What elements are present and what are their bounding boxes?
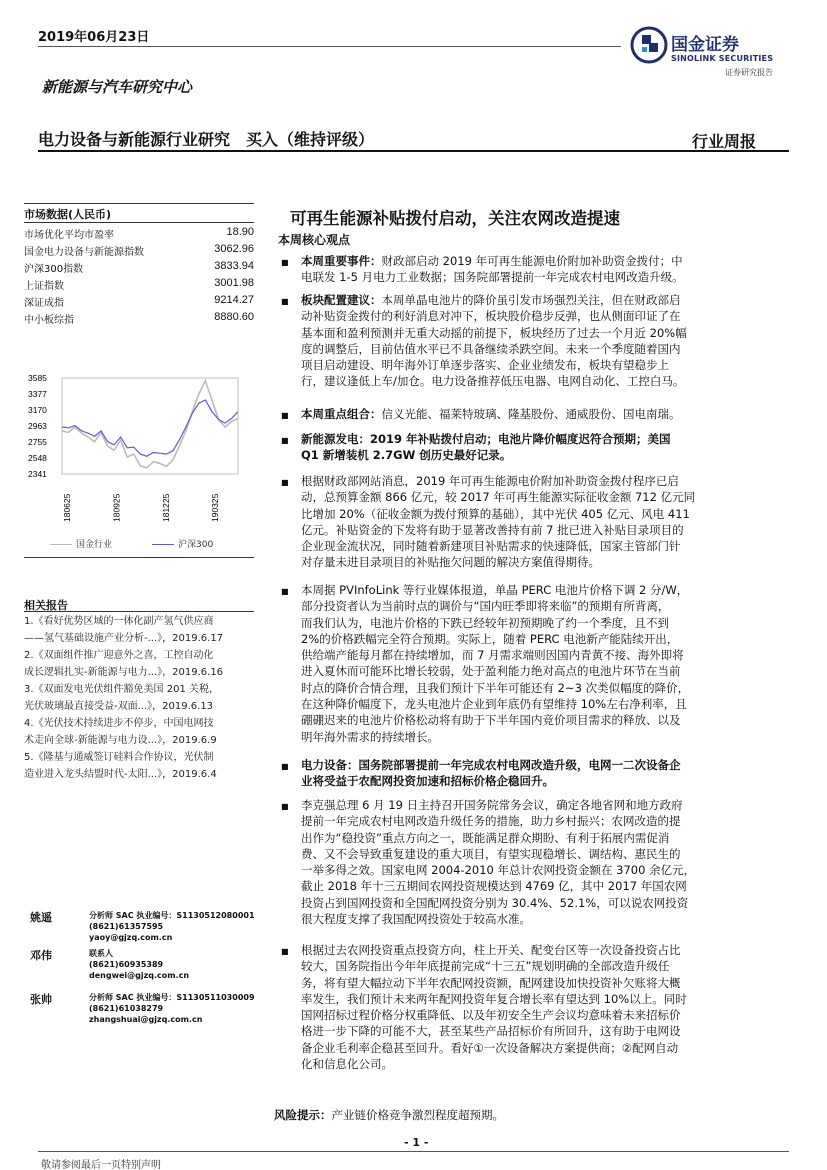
x-tick-label: 180925 <box>111 493 122 522</box>
legend-item-industry: 国金行业 <box>50 537 112 550</box>
related-report-item[interactable]: 1.《看好优势区域的一体化副产氢气供应商 ——氢气基础设施产业分析-...》，2019.6.17 <box>24 616 224 644</box>
y-tick-label: 3170 <box>28 405 47 416</box>
bullet-icon: ■ <box>281 258 289 267</box>
related-report-item[interactable]: 5.《隆基与通威签订硅料合作协议，光伏制 造业进入龙头结盟时代-太阳...》，2019.6.4 <box>24 752 217 780</box>
market-row: 上证指数 3001.98 <box>24 277 254 292</box>
page-number: - 1 - <box>404 1136 429 1149</box>
logo-en: SINOLINK SECURITIES <box>671 54 774 63</box>
y-tick-label: 3377 <box>28 389 47 400</box>
market-row: 中小板综指 8880.60 <box>24 311 254 326</box>
related-report-item[interactable]: 2.《双面组件推广迎意外之喜，工控自动化 成长逻辑扎实-新能源与电力...》，2019.6.16 <box>24 650 224 678</box>
market-row: 市场优化平均市盈率 18.90 <box>24 226 254 241</box>
y-tick-label: 3585 <box>28 373 47 383</box>
bullet-icon: ■ <box>281 411 289 420</box>
paragraph-allocation: 板块配置建议：本周单晶电池片的降价虽引发市场强烈关注，但在财政部启 动补贴资金拨付的利好消息对冲下，板块股价稳步反弹，也从侧面印证了在 基本面和盈利预测并无重大动摇的前提下，板块经历了过去一个月近 20%幅 度的调整后，目前估值水平已不具备继续杀跌空间。未来一个季度随着国内 项目启动建设、明年海外订单逐步落实、企业业绩发布，板块有望稳步上 行，建议逢低上车/加仓。电力设备推荐低压电器、电网自动化、工控白马。 <box>301 293 687 389</box>
x-tick-label: 190325 <box>210 493 221 522</box>
logo-name: 国金证券 <box>671 35 739 55</box>
header-main-rule <box>38 150 789 152</box>
paragraph-portfolio: 本周重点组合：信义光能、福莱特玻璃、隆基股份、通威股份、国电南瑞。 <box>301 407 681 421</box>
analyst-name: 邓伟 <box>30 949 52 962</box>
logo-subtitle: 证券研究报告 <box>725 68 773 77</box>
series-line-hs300 <box>62 400 238 456</box>
y-tick-label: 2341 <box>28 469 47 479</box>
risk-warning: 风险提示：产业链价格竞争激烈程度超预期。 <box>274 1108 504 1122</box>
analyst-info: 联系人 (8621)60935389 dengwei@gjzq.com.cn <box>89 949 190 980</box>
research-center: 新能源与汽车研究中心 <box>42 78 193 96</box>
market-data-heading: 市场数据(人民币) <box>24 208 112 221</box>
chart-legend <box>50 537 213 550</box>
x-tick-label: 180625 <box>62 493 72 522</box>
report-type: 行业周报 <box>692 132 757 151</box>
market-row: 沪深300指数 3833.94 <box>24 260 254 275</box>
y-tick-label: 2755 <box>28 437 47 448</box>
related-report-item[interactable]: 3.《双面发电光伏组件豁免美国 201 关税， 光伏玻璃最直接受益-双面...》，2019.6.13 <box>24 684 219 712</box>
footer-rule <box>38 1151 789 1152</box>
paragraph-power-heading: 电力设备：国务院部署提前一年完成农村电网改造升级，电网一二次设备企 业将受益于农配网投资加速和招标价格企稳回升。 <box>301 758 681 789</box>
analyst-info: 分析师 SAC 执业编号：S1130511030009 (8621)61038279 zhangshuai@gjzq.com.cn <box>89 993 255 1024</box>
sinolink-logo-icon <box>630 26 668 64</box>
paragraph-rural-grid: 李克强总理 6 月 19 日主持召开国务院常务会议，确定各地省网和地方政府 提前一年完成农村电网改造升级任务的措施，助力乡村振兴；农网改造的提 出作为“稳投资”重点方向之一，既能满足群众期盼、有利于拓展内需促消 费、又不会导致重复建设的重大项目，有望实现稳增长、调结构、惠民生的 一举多得之效。国家电网 2004-2010 年总计农网投资金额在 3700 余亿元， 截止 2018 年十三五期间农网投资规模达到 4769 亿，其中 2017 年国农网 投资占到国网投资和全国配网投资分别为 30.4%、52.1%，可以说农网投资 很大程度支撑了我国配网投资处于较高水准。 <box>301 798 696 927</box>
related-rule <box>24 611 254 612</box>
paragraph-cell-price: 本周据 PVInfoLink 等行业媒体报道，单晶 PERC 电池片价格下调 2 分/W， 部分投资者认为当前时点的调价与“国内旺季即将来临”的预期有所背离， 而我们认为，电池片价格的下跌已经较年初预期晚了约一个季度，且不到 2%的价格跌幅完全符合预期。实际上，随着 PERC 电池新产能陆续开出， 供给端产能每月都在持续增加，而 7 月需求端则因国内青黄不接、海外即将 进入夏休而可能环比增长较弱，处于盈利能力绝对高点的电池片环节在当前 时点的降价合情合理，且我们预计下半年可能还有 2~3 次类似幅度的降价， 在这种降价幅度下，龙头电池片企业到年底仍有望维持 10%左右净利率，且 硼硼迟来的电池片价格松动将有助于下半年国内竞价项目需求的释放、以及 明年海外需求的持续增长。 <box>301 583 690 744</box>
market-top-rule <box>24 203 254 204</box>
index-chart <box>28 368 254 528</box>
paragraph-investment-outlook: 根据过去农网投资重点投资方向，柱上开关、配变台区等一次设备投资占比 较大，国务院指出今年年底提前完成“十三五”规划明确的全部改造升级任 务，将有望大幅拉动下半年农配网投资额，配网建设加快投资补欠账将大概 率发生，我们预计未来两年配网投资年复合增长率有望达到 10%以上。同时 国网招标过程价格分权重降低、以及年初安全生产会议均意味着未来招标价 格进一步下降的可能不大，甚至某些产品招标价有所回升，这有助于电网设 备企业毛利率企稳甚至回升。看好①一次设备解决方案提供商；②配网自动 化和信息化公司。 <box>301 943 687 1072</box>
y-tick-label: 2963 <box>28 421 47 431</box>
bullet-icon: ■ <box>281 436 289 445</box>
bullet-icon: ■ <box>281 762 289 771</box>
bullet-icon: ■ <box>281 297 289 306</box>
analyst-name: 张帅 <box>30 993 52 1006</box>
analyst-name: 姚遥 <box>30 911 52 924</box>
bullet-icon: ■ <box>281 947 289 956</box>
footer-disclaimer: 敬请参阅最后一页特别声明 <box>41 1160 161 1170</box>
x-tick-label: 181225 <box>160 493 171 522</box>
core-views-heading: 本周核心观点 <box>278 233 351 247</box>
paragraph-events: 本周重要事件：财政部启动 2019 年可再生能源电价附加补助资金拨付；中 电联发 1-5 月电力工业数据；国务院部署提前一年完成农村电网改造升级。 <box>301 254 684 285</box>
chart-bottom-rule <box>24 557 254 558</box>
bullet-icon: ■ <box>281 802 289 811</box>
legend-item-hs300: 沪深300 <box>152 537 213 550</box>
market-row: 国金电力设备与新能源指数 3062.96 <box>24 243 254 258</box>
analyst-info: 分析师 SAC 执业编号：S1130512080001 (8621)61357595 yaoy@gjzq.com.cn <box>89 911 255 942</box>
y-tick-label: 2548 <box>28 453 47 464</box>
chart-frame <box>62 378 238 474</box>
bullet-icon: ■ <box>281 587 289 596</box>
paragraph-subsidy: 根据财政部网站消息，2019 年可再生能源电价附加补助资金拨付程序已启 动，总预算金额 866 亿元，较 2017 年可再生能源实际征收金额 712 亿元同 比增加 20%（征收金额为拨付预算的基础），其中光伏 405 亿元、风电 411 亿元。补贴资金的下发将有助于显著改善持有前 7 批已进入补贴目录项目的 企业现金流状况，同时随着新建项目补贴需求的快速降低，国家主管部门针 对存量未进目录项目的补贴拖欠问题的解决方案值得期待。 <box>301 474 696 570</box>
main-title: 可再生能源补贴拨付启动，关注农网改造提速 <box>290 209 620 228</box>
bullet-icon: ■ <box>281 478 289 487</box>
report-date: 2019年06月23日 <box>38 30 150 45</box>
market-row: 深证成指 9214.27 <box>24 294 254 309</box>
paragraph-newenergy-heading: 新能源发电：2019 年补贴拨付启动；电池片降价幅度迟符合预期；美国 Q1 新增装机 2.7GW 创历史最好记录。 <box>301 432 671 463</box>
related-reports-heading: 相关报告 <box>24 599 68 612</box>
related-report-item[interactable]: 4.《光伏技术持续进步不停步，中国电网技 术走向全球-新能源与电力设...》，2019.6.9 <box>24 718 217 746</box>
report-title: 电力设备与新能源行业研究 买入（维持评级） <box>38 130 375 149</box>
market-head-rule <box>24 222 254 223</box>
header-rule <box>38 46 621 47</box>
